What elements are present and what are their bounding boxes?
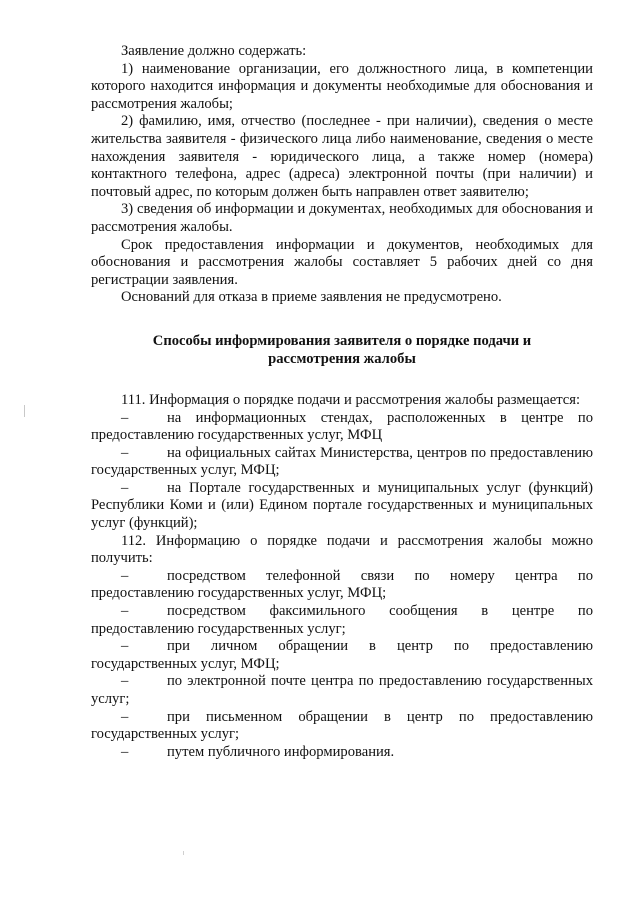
list-item-text: путем публичного информирования.	[167, 743, 395, 760]
dash-marker: –	[121, 479, 129, 496]
dash-marker: –	[121, 567, 129, 584]
list-item	[91, 568, 593, 603]
document-body	[91, 43, 593, 761]
dash-marker: –	[121, 638, 129, 655]
paragraph-requirement-1: 1) наименование организации, его должностного лица, в компетенции которого находится информация и документы необходимые для обоснования и рассмотрения жалобы;	[91, 60, 593, 112]
list-item-text: на Портале государственных и муниципальных услуг (функций) Республики Коми и (или) Едином портале государственных и муниципальных услуг (функций);	[91, 479, 593, 532]
list-item	[91, 709, 593, 744]
dash-marker: –	[121, 603, 129, 620]
paragraph-deadline: Срок предоставления информации и документов, необходимых для обоснования и рассмотрения жалобы составляет 5 рабочих дней со дня регистрации заявления.	[91, 236, 593, 288]
list-item-text: на официальных сайтах Министерства, центров по предоставлению государственных услуг, МФЦ;	[91, 444, 593, 479]
list-item	[91, 445, 593, 480]
paragraph-requirement-2: 2) фамилию, имя, отчество (последнее - при наличии), сведения о месте жительства заявителя - физического лица либо наименование, сведения о месте нахождения заявителя - юридического лица, а также номер (номера) контактного телефона, адрес (адреса) электронной почты (при наличии) и почтовый адрес, по которым должен быть направлен ответ заявителю;	[91, 113, 593, 200]
dash-marker: –	[121, 409, 129, 426]
dash-marker: –	[121, 743, 129, 760]
list-item	[91, 480, 593, 533]
list-item-text: посредством факсимильного сообщения в центре по предоставлению государственных услуг;	[91, 603, 593, 637]
item-112-intro: 112. Информацию о порядке подачи и рассмотрения жалобы можно получить:	[91, 532, 593, 567]
list-item-text: по электронной почте центра по предоставлению государственных услуг;	[91, 673, 593, 707]
list-item-text: при письменном обращении в центр по предоставлению государственных услуг;	[91, 708, 593, 743]
section-heading: Способы информирования заявителя о порядке подачи и рассмотрения жалобы	[152, 332, 532, 367]
list-item	[91, 673, 593, 708]
dash-marker: –	[121, 444, 129, 461]
list-item-text: при личном обращении в центр по предоставлению государственных услуг, МФЦ;	[91, 638, 593, 672]
list-item-text: посредством телефонной связи по номеру центра по предоставлению государственных услуг, МФЦ;	[91, 567, 593, 602]
dash-marker: –	[121, 673, 129, 690]
list-item	[91, 744, 593, 762]
scan-artifact	[183, 851, 184, 855]
item-111-intro: 111. Информация о порядке подачи и рассмотрения жалобы размещается:	[121, 391, 581, 408]
paragraph-no-refusal: Оснований для отказа в приеме заявления не предусмотрено.	[121, 289, 502, 306]
list-item	[91, 410, 593, 445]
paragraph-requirements-intro: Заявление должно содержать:	[121, 43, 307, 59]
scan-artifact	[24, 405, 25, 417]
list-item	[91, 638, 593, 673]
list-item-text: на информационных стендах, расположенных в центре по предоставлению государственных услуг, МФЦ	[91, 409, 593, 444]
list-item	[91, 603, 593, 638]
dash-marker: –	[121, 708, 129, 725]
paragraph-requirement-3: 3) сведения об информации и документах, необходимых для обоснования и рассмотрения жалобы.	[91, 201, 593, 235]
